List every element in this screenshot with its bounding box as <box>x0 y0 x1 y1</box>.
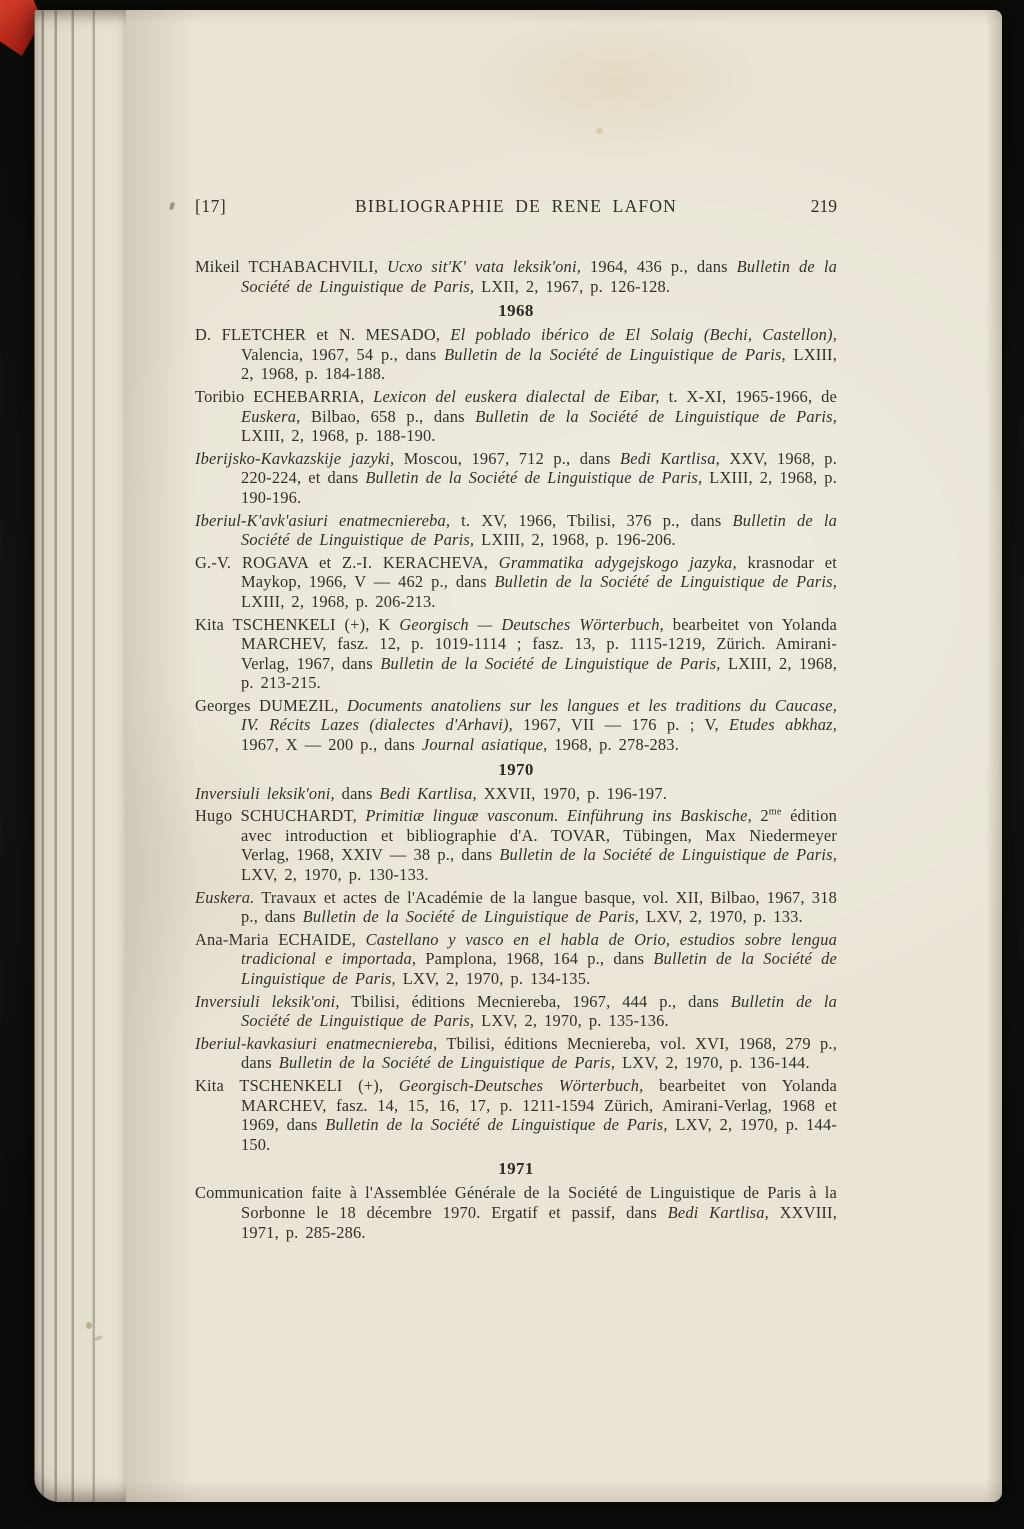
bibliography-entry <box>195 888 837 927</box>
bibliography-entry <box>195 1034 837 1073</box>
paper-sheet <box>126 10 1002 1502</box>
entry-title-segment: Bulletin de la Société de Linguistique de Paris, <box>494 572 837 592</box>
entry-title-segment: Bedi Kartlisa, <box>620 448 720 468</box>
entry-text-segment: Kita TSCHENKELI (+), <box>195 1075 399 1095</box>
entry-title-segment: Bulletin de la Société de Linguistique de Paris, <box>241 257 837 296</box>
entry-title-segment: Etudes abkhaz, <box>729 715 838 735</box>
entry-title-segment: Bulletin de la Société de Linguistique de Paris, <box>241 949 837 988</box>
bibliography-entry <box>195 992 837 1031</box>
entry-text-segment: 1967, VII — 176 p. ; V, <box>512 715 730 735</box>
entry-text-segment: 2 <box>751 806 769 826</box>
entry-title-segment: Grammatika adygejskogo jazyka, <box>498 552 737 572</box>
entry-text-segment: Hugo SCHUCHARDT, <box>195 806 366 826</box>
entry-text-segment: LXV, 2, 1970, p. 144-150. <box>241 1115 837 1154</box>
entry-text-segment: LXV, 2, 1970, p. 136-144. <box>615 1053 810 1073</box>
bibliography-entry <box>195 806 837 884</box>
entry-text-segment: t. X-XI, 1965-1966, de <box>659 386 837 406</box>
entry-title-segment: Georgisch-Deutsches Wörterbuch, <box>398 1075 644 1095</box>
bibliography-entry <box>195 257 837 296</box>
entry-text-segment: XXVIII, 1971, p. 285-286. <box>241 1202 838 1242</box>
entry-text-segment: LXIII, 2, 1968, p. 184-188. <box>241 344 838 384</box>
entry-title-segment: Bulletin de la Société de Linguistique de Paris, <box>499 845 837 865</box>
bibliography-entry <box>195 784 837 804</box>
entry-text-segment: LXIII, 2, 1968, p. 206-213. <box>241 591 436 611</box>
section-bracket-number: [17] <box>195 196 227 216</box>
entry-title-segment: Bulletin de la Société de Linguistique de Paris, <box>444 344 786 364</box>
paper-stain-speck <box>596 128 603 134</box>
entry-text-segment: bearbeitet von Yolanda MARCHEV, fasz. 14, 15, 16, 17, p. 1211-1594 Zürich, Amirani-Verlag, 1968 et 1969, dans <box>241 1075 837 1135</box>
entry-title-segment: El poblado ibérico de El Solaig (Bechi, Castellon), <box>450 325 838 345</box>
entry-title-segment: Euskera. <box>195 887 255 907</box>
entry-text-segment: Georges DUMEZIL, <box>195 695 347 715</box>
bibliography-entry <box>195 930 837 989</box>
entry-text-segment: Bilbao, 658 p., dans <box>300 406 476 426</box>
entry-text-segment: Mikeil TCHABACHVILI, <box>195 257 388 276</box>
entry-text-segment: Moscou, 1967, 712 p., dans <box>394 448 621 468</box>
bibliography-entry <box>195 553 837 612</box>
entry-title-segment: Bulletin de la Société de Linguistique de Paris, <box>365 468 703 488</box>
entry-superscript-segment: me <box>768 806 782 818</box>
entry-text-segment: Pamplona, 1968, 164 p., dans <box>416 949 654 969</box>
entry-title-segment: Documents anatoliens sur les langues et les traditions du Caucase, IV. Récits Lazes (dialectes d'Arhavi), <box>241 695 837 735</box>
entry-text-segment: Toribio ECHEBARRIA, <box>195 386 374 406</box>
entry-text-segment: Travaux et actes de l'Académie de la langue basque, vol. XII, Bilbao, 1967, 318 p., dans <box>241 887 837 927</box>
bibliography-entry <box>195 1076 837 1154</box>
entry-text-segment: LXIII, 2, 1968, p. 196-206. <box>474 530 676 550</box>
entry-text-segment: Ana-Maria ECHAIDE, <box>195 929 366 949</box>
entry-title-segment: Lexicon del euskera dialectal de Eibar, <box>373 386 660 406</box>
entry-title-segment: Bulletin de la Société de Linguistique de Paris, <box>241 510 838 550</box>
entry-text-segment: G.-V. ROGAVA et Z.-I. KERACHEVA, <box>195 552 499 572</box>
entry-text-segment: Tbilisi, éditions Mecniereba, vol. XVI, 1968, 279 p., dans <box>241 1033 837 1073</box>
entry-text-segment: bearbeitet von Yolanda MARCHEV, fasz. 12, p. 1019-1114 ; fasz. 13, p. 1115-1219, Zürich. Amirani-Verlag, 1967, dans <box>241 614 837 673</box>
bibliography-entry <box>195 1183 837 1242</box>
entry-text-segment: 1968, p. 278-283. <box>547 735 679 755</box>
bibliography-entry <box>195 615 837 693</box>
entry-text-segment: t. XV, 1966, Tbilisi, 376 p., dans <box>450 510 733 530</box>
page-header <box>195 196 837 217</box>
entry-title-segment: Iberiul-kavkasiuri enatmecniereba, <box>195 1033 438 1053</box>
entry-text-segment: LXV, 2, 1970, p. 130-133. <box>241 865 429 885</box>
entry-title-segment: Primitiæ linguæ vasconum. Einführung ins Baskische, <box>365 806 752 826</box>
entry-text-segment: LXV, 2, 1970, p. 135-136. <box>474 1011 669 1031</box>
bibliography-entry <box>195 325 837 384</box>
entry-title-segment: Inversiuli leksik'oni, <box>195 783 335 803</box>
entry-title-segment: Iberijsko-Kavkazskije jazyki, <box>195 448 395 468</box>
year-heading-1971: 1971 <box>498 1159 534 1179</box>
bibliography-list <box>195 257 837 1242</box>
entry-text-segment: LXV, 2, 1970, p. 134-135. <box>395 969 591 988</box>
entry-title-segment: Castellano y vasco en el habla de Orio, estudios sobre lengua tradicional e importada, <box>241 929 837 969</box>
bibliography-entry <box>195 696 837 755</box>
entry-text-segment: Tbilisi, éditions Mecniereba, 1967, 444 p., dans <box>339 991 731 1011</box>
ink-speck <box>169 202 175 211</box>
entry-text-segment: Kita TSCHENKELI (+), K <box>195 614 400 634</box>
entry-title-segment: Ucxo sit'K' vata leksik'oni, <box>387 257 582 276</box>
printed-text-block <box>195 196 837 1245</box>
entry-text-segment: 1964, 436 p., dans <box>581 257 737 276</box>
entry-text-segment: XXVII, 1970, p. 196-197. <box>476 783 668 803</box>
book-page <box>34 10 1002 1502</box>
year-heading-1968: 1968 <box>498 301 534 321</box>
entry-title-segment: Iberiul-K'avk'asiuri enatmecniereba, <box>195 510 451 530</box>
entry-title-segment: Inversiuli leksik'oni, <box>195 991 340 1011</box>
entry-title-segment: Bulletin de la Société de Linguistique de Paris, <box>325 1115 668 1135</box>
page-title: BIBLIOGRAPHIE DE RENE LAFON <box>354 196 678 216</box>
entry-text-segment: LXIII, 2, 1968, p. 188-190. <box>241 426 436 446</box>
entry-text-segment: D. FLETCHER et N. MESADO, <box>195 325 451 345</box>
entry-text-segment: 1967, X — 200 p., dans <box>241 735 422 755</box>
entry-text-segment: dans <box>334 783 380 803</box>
entry-text-segment: LXIII, 2, 1968, p. 213-215. <box>241 653 837 693</box>
entry-text-segment: LXIII, 2, 1968, p. 190-196. <box>241 468 837 507</box>
entry-title-segment: Euskera, <box>241 406 301 426</box>
entry-text-segment: XXV, 1968, p. 220-224, et dans <box>241 448 837 488</box>
entry-title-segment: Georgisch — Deutsches Wörterbuch, <box>399 614 664 634</box>
entry-text-segment: édition avec introduction et bibliographie d'A. TOVAR, Tübingen, Max Niedermeyer Verlag, 1968, XXIV — 38 p., dans <box>241 806 837 865</box>
entry-text-segment: Valencia, 1967, 54 p., dans <box>241 344 445 364</box>
page-number: 219 <box>810 196 837 216</box>
entry-text-segment: krasnodar et Maykop, 1966, V — 462 p., dans <box>241 552 837 592</box>
entry-title-segment: Bedi Kartlisa, <box>667 1202 769 1222</box>
entry-title-segment: Bulletin de la Société de Linguistique de Paris, <box>241 991 837 1031</box>
entry-text-segment: LXV, 2, 1970, p. 133. <box>639 907 803 927</box>
entry-title-segment: Bulletin de la Société de Linguistique de Paris, <box>302 907 640 927</box>
year-heading-1970: 1970 <box>498 759 534 779</box>
bibliography-entry <box>195 387 837 446</box>
entry-title-segment: Bulletin de la Société de Linguistique de Paris, <box>380 653 721 673</box>
entry-title-segment: Bedi Kartlisa, <box>379 783 477 803</box>
book-page-edges <box>34 10 126 1502</box>
bibliography-entry <box>195 511 837 550</box>
entry-title-segment: Bulletin de la Société de Linguistique de Paris, <box>278 1053 616 1073</box>
entry-title-segment: Bulletin de la Société de Linguistique de Paris, <box>475 406 838 426</box>
entry-text-segment: Communication faite à l'Assemblée Générale de la Société de Linguistique de Paris à la Sorbonne le 18 décembre 1970. Ergatif et passif, dans <box>195 1183 837 1222</box>
age-speck <box>86 1322 92 1329</box>
entry-text-segment: LXII, 2, 1967, p. 126-128. <box>474 276 671 296</box>
bibliography-entry <box>195 449 837 508</box>
entry-title-segment: Journal asiatique, <box>421 735 548 755</box>
